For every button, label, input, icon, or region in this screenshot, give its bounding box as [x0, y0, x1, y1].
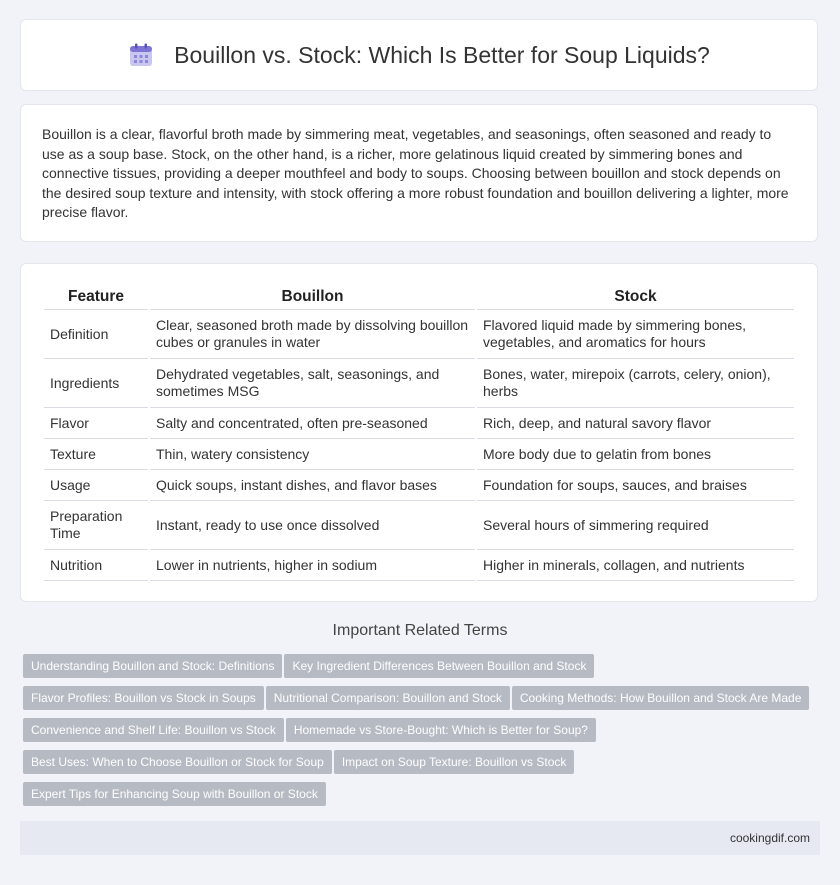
column-header-feature: Feature [44, 282, 148, 310]
table-row [44, 408, 794, 439]
table-row [44, 470, 794, 501]
table-row [44, 550, 794, 581]
related-term-link[interactable]: Nutritional Comparison: Bouillon and Stock [266, 686, 510, 710]
feature-cell: Preparation Time [44, 501, 148, 550]
bouillon-cell: Quick soups, instant dishes, and flavor bases [150, 470, 475, 501]
footer [20, 821, 820, 855]
related-term-link[interactable]: Homemade vs Store-Bought: Which is Better for Soup? [286, 718, 596, 742]
stock-cell: Higher in minerals, collagen, and nutrients [477, 550, 794, 581]
header-card [20, 19, 818, 91]
table-row [44, 310, 794, 359]
bouillon-cell: Salty and concentrated, often pre-seasoned [150, 408, 475, 439]
feature-cell: Definition [44, 310, 148, 359]
comparison-table [42, 282, 796, 581]
related-terms-list [23, 654, 823, 814]
related-term-link[interactable]: Key Ingredient Differences Between Bouillon and Stock [284, 654, 594, 678]
bouillon-cell: Thin, watery consistency [150, 439, 475, 470]
comparison-card [20, 263, 818, 602]
intro-card [20, 104, 818, 242]
bouillon-cell: Lower in nutrients, higher in sodium [150, 550, 475, 581]
related-term-link[interactable]: Flavor Profiles: Bouillon vs Stock in Soups [23, 686, 264, 710]
calendar-icon [128, 42, 154, 68]
related-term-link[interactable]: Cooking Methods: How Bouillon and Stock Are Made [512, 686, 810, 710]
feature-cell: Nutrition [44, 550, 148, 581]
intro-paragraph: Bouillon is a clear, flavorful broth made by simmering meat, vegetables, and seasonings, often seasoned and ready to use as a soup base. Stock, on the other hand, is a richer, more gelatinous liquid created by simmering bones and connective tissues, providing a deeper mouthfeel and body to soups. Choosing between bouillon and stock depends on the desired soup texture and intensity, with stock offering a more robust foundation and bouillon delivering a lighter, more precise flavor. [42, 126, 789, 220]
footer-site-name[interactable]: cookingdif.com [729, 831, 810, 845]
related-term-link[interactable]: Impact on Soup Texture: Bouillon vs Stock [334, 750, 575, 774]
stock-cell: Rich, deep, and natural savory flavor [477, 408, 794, 439]
table-row [44, 439, 794, 470]
stock-cell: Foundation for soups, sauces, and braises [477, 470, 794, 501]
related-term-link[interactable]: Best Uses: When to Choose Bouillon or Stock for Soup [23, 750, 332, 774]
stock-cell: Several hours of simmering required [477, 501, 794, 550]
feature-cell: Texture [44, 439, 148, 470]
column-header-stock: Stock [477, 282, 794, 310]
stock-cell: Bones, water, mirepoix (carrots, celery, onion), herbs [477, 359, 794, 408]
stock-cell: More body due to gelatin from bones [477, 439, 794, 470]
page-title: Bouillon vs. Stock: Which Is Better for Soup Liquids? [174, 41, 710, 68]
feature-cell: Flavor [44, 408, 148, 439]
bouillon-cell: Clear, seasoned broth made by dissolving bouillon cubes or granules in water [150, 310, 475, 359]
related-term-link[interactable]: Understanding Bouillon and Stock: Definitions [23, 654, 282, 678]
related-term-link[interactable]: Expert Tips for Enhancing Soup with Bouillon or Stock [23, 782, 326, 806]
bouillon-cell: Dehydrated vegetables, salt, seasonings, and sometimes MSG [150, 359, 475, 408]
feature-cell: Usage [44, 470, 148, 501]
table-header-row [44, 282, 794, 310]
table-row [44, 501, 794, 550]
bouillon-cell: Instant, ready to use once dissolved [150, 501, 475, 550]
related-term-link[interactable]: Convenience and Shelf Life: Bouillon vs Stock [23, 718, 284, 742]
related-terms-title: Important Related Terms [332, 622, 508, 639]
feature-cell: Ingredients [44, 359, 148, 408]
stock-cell: Flavored liquid made by simmering bones, vegetables, and aromatics for hours [477, 310, 794, 359]
table-row [44, 359, 794, 408]
column-header-bouillon: Bouillon [150, 282, 475, 310]
